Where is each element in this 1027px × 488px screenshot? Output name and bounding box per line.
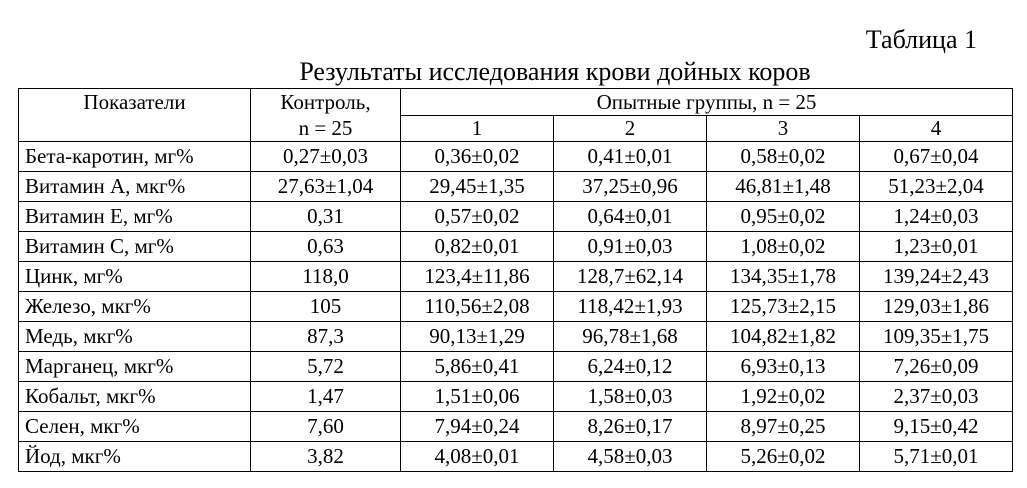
cell-control: 87,3 [251, 322, 401, 352]
header-group-4: 4 [860, 115, 1013, 142]
cell-parameter: Витамин С, мг% [19, 232, 251, 262]
table-row [19, 172, 1013, 202]
results-table [18, 88, 1013, 472]
cell-control: 27,63±1,04 [251, 172, 401, 202]
table-title: Результаты исследования крови дойных коров [299, 57, 811, 86]
cell-group-1: 0,57±0,02 [401, 202, 554, 232]
cell-control: 3,82 [251, 442, 401, 472]
table-label: Таблица 1 [865, 25, 977, 54]
cell-group-4: 0,67±0,04 [860, 142, 1013, 172]
cell-group-4: 1,23±0,01 [860, 232, 1013, 262]
table-row [19, 412, 1013, 442]
cell-group-4: 129,03±1,86 [860, 292, 1013, 322]
cell-group-3: 0,58±0,02 [707, 142, 860, 172]
cell-group-1: 1,51±0,06 [401, 382, 554, 412]
table-row [19, 382, 1013, 412]
cell-parameter: Витамин Е, мг% [19, 202, 251, 232]
cell-group-4: 51,23±2,04 [860, 172, 1013, 202]
table-row [19, 322, 1013, 352]
cell-group-1: 0,82±0,01 [401, 232, 554, 262]
cell-group-2: 0,91±0,03 [554, 232, 707, 262]
table-row [19, 142, 1013, 172]
table-row [19, 232, 1013, 262]
table-row [19, 262, 1013, 292]
cell-parameter: Медь, мкг% [19, 322, 251, 352]
cell-group-2: 6,24±0,12 [554, 352, 707, 382]
cell-parameter: Селен, мкг% [19, 412, 251, 442]
cell-group-3: 134,35±1,78 [707, 262, 860, 292]
cell-group-1: 7,94±0,24 [401, 412, 554, 442]
cell-group-3: 1,92±0,02 [707, 382, 860, 412]
cell-parameter: Цинк, мг% [19, 262, 251, 292]
header-control [251, 89, 401, 142]
cell-group-3: 8,97±0,25 [707, 412, 860, 442]
cell-group-4: 7,26±0,09 [860, 352, 1013, 382]
cell-group-2: 4,58±0,03 [554, 442, 707, 472]
cell-parameter: Марганец, мкг% [19, 352, 251, 382]
table-header [19, 89, 1013, 142]
cell-group-3: 125,73±2,15 [707, 292, 860, 322]
cell-group-2: 96,78±1,68 [554, 322, 707, 352]
cell-group-4: 2,37±0,03 [860, 382, 1013, 412]
header-group-1: 1 [401, 115, 554, 142]
cell-group-3: 5,26±0,02 [707, 442, 860, 472]
cell-group-3: 1,08±0,02 [707, 232, 860, 262]
cell-control: 5,72 [251, 352, 401, 382]
cell-group-2: 128,7±62,14 [554, 262, 707, 292]
cell-group-4: 139,24±2,43 [860, 262, 1013, 292]
cell-parameter: Бета-каротин, мг% [19, 142, 251, 172]
cell-group-2: 8,26±0,17 [554, 412, 707, 442]
cell-control: 0,27±0,03 [251, 142, 401, 172]
cell-control: 118,0 [251, 262, 401, 292]
cell-group-4: 1,24±0,03 [860, 202, 1013, 232]
header-control-line1: Контроль, [280, 90, 371, 114]
cell-group-4: 5,71±0,01 [860, 442, 1013, 472]
cell-group-2: 0,41±0,01 [554, 142, 707, 172]
cell-control: 105 [251, 292, 401, 322]
cell-group-1: 110,56±2,08 [401, 292, 554, 322]
table-row [19, 292, 1013, 322]
cell-control: 0,63 [251, 232, 401, 262]
header-control-line2: n = 25 [298, 116, 353, 140]
cell-group-1: 29,45±1,35 [401, 172, 554, 202]
cell-parameter: Витамин А, мкг% [19, 172, 251, 202]
cell-parameter: Кобальт, мкг% [19, 382, 251, 412]
cell-group-4: 9,15±0,42 [860, 412, 1013, 442]
cell-group-2: 0,64±0,01 [554, 202, 707, 232]
cell-group-3: 6,93±0,13 [707, 352, 860, 382]
cell-group-1: 5,86±0,41 [401, 352, 554, 382]
header-experimental-groups: Опытные группы, n = 25 [401, 89, 1013, 116]
table-row [19, 352, 1013, 382]
header-group-2: 2 [554, 115, 707, 142]
cell-group-3: 0,95±0,02 [707, 202, 860, 232]
cell-control: 7,60 [251, 412, 401, 442]
header-group-3: 3 [707, 115, 860, 142]
cell-group-1: 0,36±0,02 [401, 142, 554, 172]
table-row [19, 442, 1013, 472]
cell-group-3: 104,82±1,82 [707, 322, 860, 352]
cell-group-4: 109,35±1,75 [860, 322, 1013, 352]
cell-group-1: 90,13±1,29 [401, 322, 554, 352]
cell-group-2: 37,25±0,96 [554, 172, 707, 202]
cell-group-2: 118,42±1,93 [554, 292, 707, 322]
cell-group-3: 46,81±1,48 [707, 172, 860, 202]
cell-parameter: Йод, мкг% [19, 442, 251, 472]
header-parameter: Показатели [19, 89, 251, 142]
cell-group-1: 4,08±0,01 [401, 442, 554, 472]
cell-group-1: 123,4±11,86 [401, 262, 554, 292]
table-body [19, 142, 1013, 472]
cell-parameter: Железо, мкг% [19, 292, 251, 322]
cell-control: 1,47 [251, 382, 401, 412]
cell-group-2: 1,58±0,03 [554, 382, 707, 412]
cell-control: 0,31 [251, 202, 401, 232]
table-row [19, 202, 1013, 232]
